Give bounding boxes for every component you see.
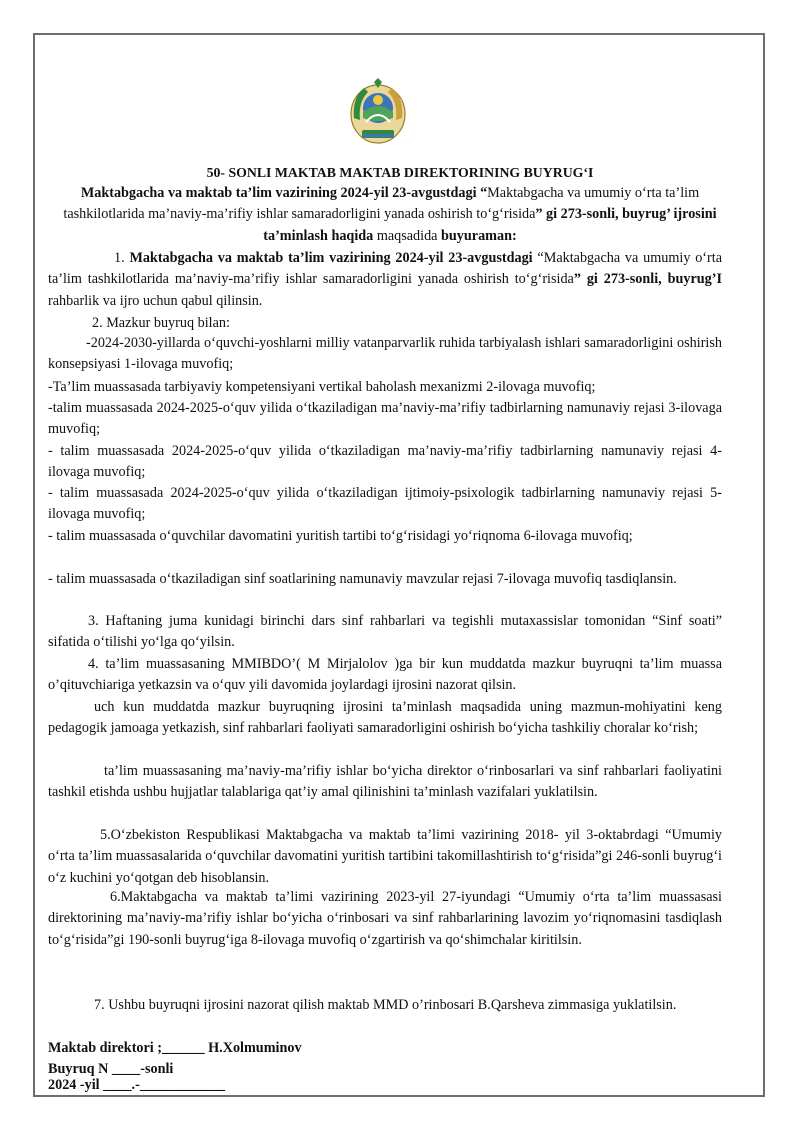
item-5: 5.O‘zbekiston Respublikasi Maktabgacha va maktab ta’limi vazirining 2018- yil 3-oktabrdagi “Umumiy o‘rta ta’lim muassasalarida o‘quvchilar davomatini yuritish tartibini takomillashtirish to‘g‘risida”gi 246-sonli buyrug‘i o‘z kuchini yo‘qotgan deb hisoblansin. (48, 827, 722, 886)
item-4-part-2: uch kun muddatda mazkur buyruqning ijrosini ta’minlash maqsadida uning mazmun-mohiyatini keng pedagogik jamoaga yetkazish, sinf rahbarlari faoliyati samaradorligini oshirish bo‘yicha tashkiliy choralar ko‘rish; (48, 699, 722, 737)
item-2-line-7: - talim muassasada o‘tkaziladigan sinf soatlarining namunaviy mavzular rejasi 7-ilovaga muvofiq tasdiqlansin. (48, 571, 677, 587)
item-4-part-3: ta’lim muassasaning ma’naviy-ma’rifiy ishlar bo‘yicha direktor o‘rinbosarlari va sinf rahbarlari faoliyatini tashkil etishda ushbu hujjatlar talablariga qat’iy amal qilinishini ta’minlash vazifalari yuklatilsin. (48, 763, 722, 801)
item-2-heading: 2. Mazkur buyruq bilan: (92, 315, 230, 331)
item-4: 4. ta’lim muassasaning MMIBDO’( M Mirjalolov )ga bir kun muddatda mazkur buyruqni ta’lim muassa o’qituvchiariga yetkazsin va o‘quv yili davomida joylardagi ijrosini nazorat qilsin. (48, 656, 722, 694)
item-6: 6.Maktabgacha va maktab ta’limi vazirining 2023-yil 27-iyundagi “Umumiy o‘rta ta’lim muassasasi direktorining ma’naviy-ma’rifiy ishlar bo‘yicha o‘rinbosari va sinf rahbarlarining lavozim yo‘riqnomasini tasdiqlash to‘g‘risida”gi 190-sonli buyrug‘iga 8-ilovaga muvofiq o‘zgartirish va qo‘shimchalar kiritilsin. (48, 889, 722, 948)
item-1: 1. Maktabgacha va maktab ta’lim vazirining 2024-yil 23-avgustdagi “Maktabgacha va umumiy o‘rta ta’lim tashkilotlarida ma’naviy-ma’rifiy ishlar samaradorligini yanada oshirish to‘g‘risida” gi 273-sonli, buyrug’I rahbarlik va ijro uchun qabul qilinsin. (48, 250, 722, 309)
item-2-line-6: - talim muassasada o‘quvchilar davomatini yuritish tartibi to‘g‘risidagi yo‘riqnoma 6-ilovaga muvofiq; (48, 528, 633, 544)
item-2-line-2: -Ta’lim muassasada tarbiyaviy kompetensiyani vertikal baholash mexanizmi 2-ilovaga muvofiq; (48, 379, 596, 395)
item-2-line-4: - talim muassasada 2024-2025-o‘quv yilida o‘tkaziladigan ma’naviy-ma’rifiy tadbirlarning namunaviy rejasi 4-ilovaga muvofiq; (48, 443, 722, 481)
item-2-line-3: -talim muassasada 2024-2025-o‘quv yilida o‘tkaziladigan ma’naviy-ma’rifiy tadbirlarning namunaviy rejasi 3-ilovaga muvofiq; (48, 400, 722, 438)
document-title: 50- SONLI MAKTAB MAKTAB DIREKTORINING BUYRUG‘I (206, 165, 594, 180)
intro-paragraph: Maktabgacha va maktab ta’lim vazirining 2024-yil 23-avgustdagi “Maktabgacha va umumiy o‘rta ta’lim tashkilotlarida ma’naviy-ma’rifiy ishlar samaradorligini yanada oshirish to‘g‘risida” gi 273-sonli, buyrug’ ijrosini ta’minlash haqida maqsadida buyuraman: (63, 185, 717, 244)
item-7: 7. Ushbu buyruqni ijrosini nazorat qilish maktab MMD o’rinbosari B.Qarsheva zimmasiga yuklatilsin. (94, 997, 677, 1013)
item-2-line-5: - talim muassasada 2024-2025-o‘quv yilida o‘tkaziladigan ijtimoiy-psixologik tadbirlarning namunaviy rejasi 5-ilovaga muvofiq; (48, 485, 722, 523)
state-emblem-icon (348, 78, 408, 146)
order-number: Buyruq N ____-sonli (48, 1061, 174, 1077)
item-3: 3. Haftaning juma kunidagi birinchi dars sinf rahbarlari va tegishli mutaxassislar tomonidan “Sinf soati” sifatida o‘tilishi yo‘lga qo‘yilsin. (48, 613, 722, 651)
director-signature: Maktab direktori ;______ H.Xolmuminov (48, 1040, 302, 1056)
order-date: 2024 -yil ____.-____________ (48, 1077, 225, 1093)
item-2-line-1: -2024-2030-yillarda o‘quvchi-yoshlarni milliy vatanparvarlik ruhida tarbiyalash ishlari samaradorligini oshirish konsepsiyasi 1-ilovaga muvofiq; (48, 335, 722, 373)
